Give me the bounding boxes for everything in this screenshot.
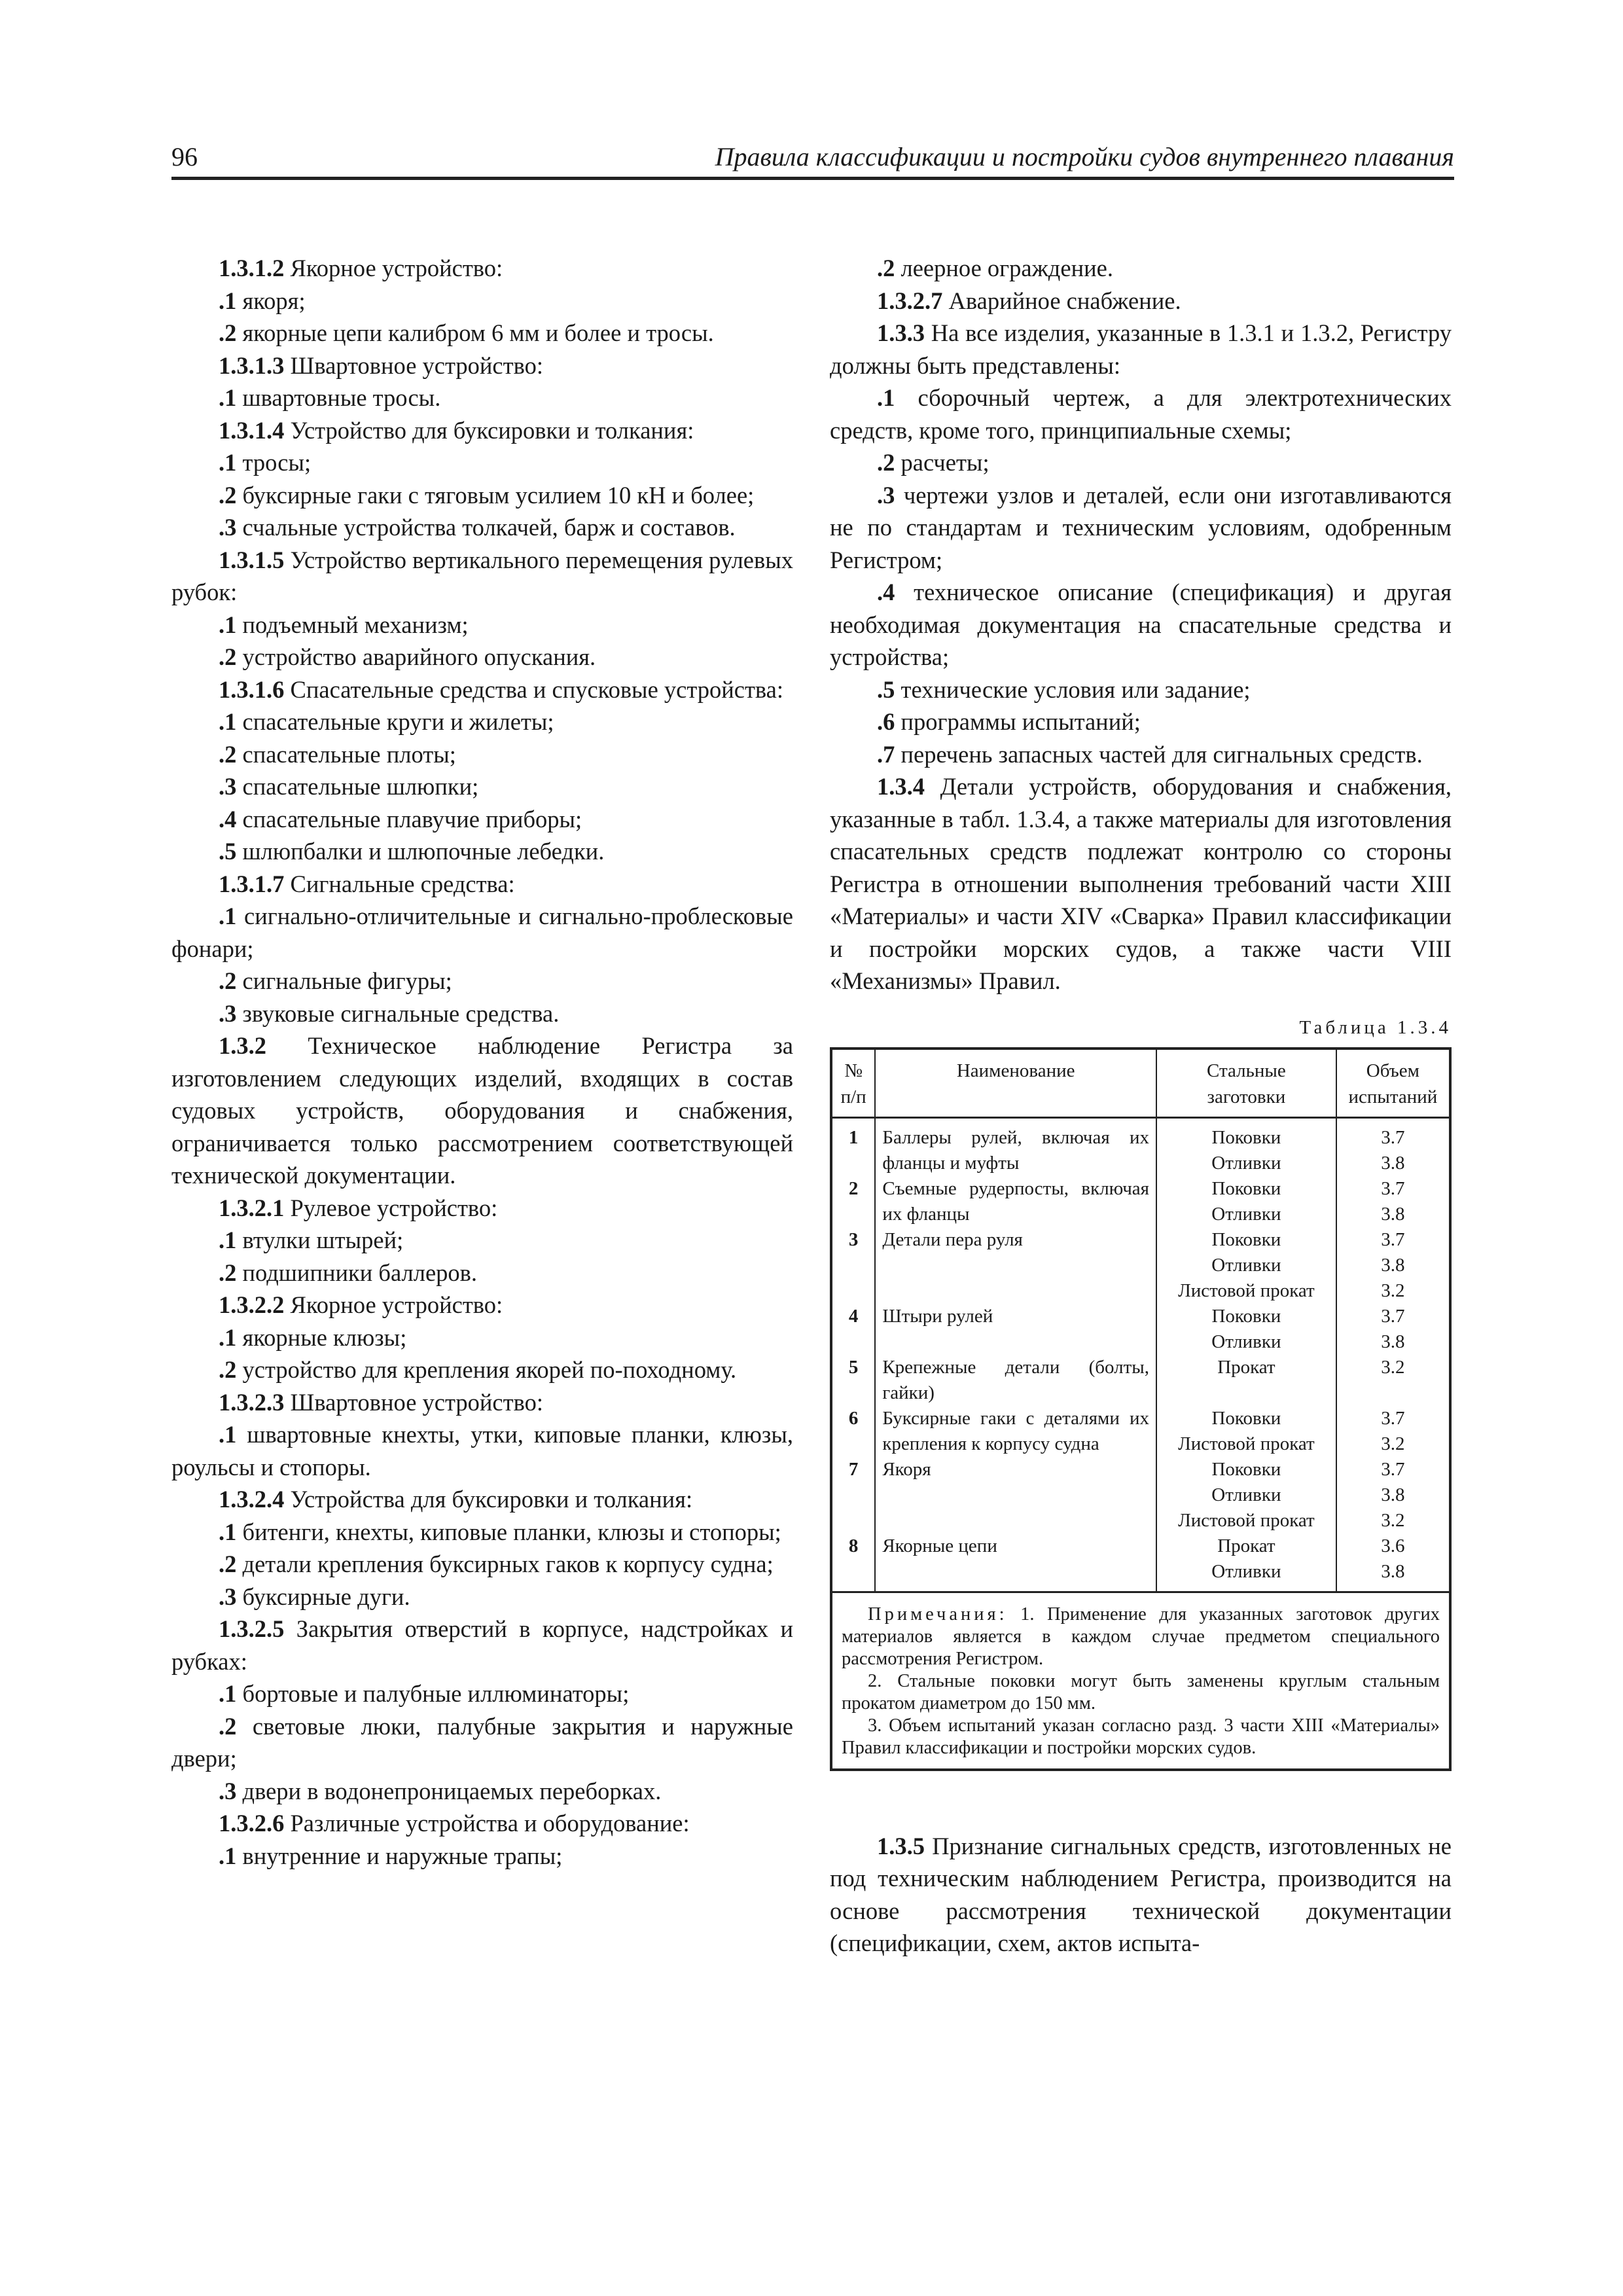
paragraph xyxy=(171,770,793,803)
paragraph xyxy=(171,706,793,738)
clause-number: 1.3.2.7 xyxy=(877,287,943,314)
clause-text: сборочный чертеж, а для электротехнических средств, кроме того, принципиальные схемы; xyxy=(830,384,1452,444)
running-title: Правила классификации и постройки судов внутреннего плавания xyxy=(715,142,1454,171)
note-1: Примечания: 1. Применение для указанных заготовок других материалов является в каждом случае предметом специального рассмотрения Регистром. xyxy=(842,1604,1440,1669)
row-number: 2 xyxy=(831,1176,875,1227)
test-volume xyxy=(1336,1304,1450,1355)
blank-type: Прокат xyxy=(1217,1356,1275,1378)
paragraph xyxy=(171,285,793,317)
clause-number: .1 xyxy=(219,1227,237,1253)
row-number: 3 xyxy=(831,1227,875,1304)
paragraph xyxy=(171,1516,793,1549)
table-title: Таблица 1.3.4 xyxy=(1299,1016,1452,1038)
clause-text: буксирные гаки с тяговым усилием 10 кН и более; xyxy=(236,481,755,509)
clause-number: .1 xyxy=(219,1842,237,1869)
paragraph xyxy=(830,446,1452,479)
blank-type: Поковки xyxy=(1211,1126,1281,1148)
clause-number: 1.3.2.3 xyxy=(219,1388,285,1416)
paragraph xyxy=(171,1807,793,1840)
clause-text: якоря; xyxy=(236,287,306,314)
item-name: Буксирные гаки с деталями их крепления к корпусу судна xyxy=(875,1406,1156,1457)
paragraph xyxy=(171,382,793,414)
item-name: Крепежные детали (болты, гайки) xyxy=(875,1355,1156,1406)
item-name: Съемные рудерпосты, включая их фланцы xyxy=(875,1176,1156,1227)
paragraph xyxy=(171,252,793,285)
clause-number: 1.3.2.2 xyxy=(219,1291,285,1318)
test-volume xyxy=(1336,1406,1450,1457)
paragraph xyxy=(171,1840,793,1873)
page-header xyxy=(171,141,1454,181)
row-number: 6 xyxy=(831,1406,875,1457)
test-volume xyxy=(1336,1355,1450,1406)
clause-text: Сигнальные средства: xyxy=(284,870,515,897)
clause-number: .1 xyxy=(219,449,237,476)
item-name: Якорные цепи xyxy=(875,1534,1156,1592)
test-volume xyxy=(1336,1176,1450,1227)
paragraph xyxy=(830,285,1452,317)
header-number: № п/п xyxy=(831,1049,875,1118)
paragraph xyxy=(171,544,793,609)
clause-text: Якорное устройство: xyxy=(284,1291,503,1318)
clause-number: .3 xyxy=(219,1583,237,1610)
clause-number: .5 xyxy=(877,675,895,703)
blank-type: Поковки xyxy=(1211,1305,1281,1327)
test-volume xyxy=(1336,1117,1450,1176)
blank-type: Прокат xyxy=(1217,1535,1275,1556)
paragraph xyxy=(171,609,793,641)
clause-number: 1.3.2.6 xyxy=(219,1810,285,1837)
table-row xyxy=(831,1457,1450,1534)
clause-number: .2 xyxy=(219,643,237,670)
clause-text: спасательные плавучие приборы; xyxy=(236,805,582,833)
clause-number: .2 xyxy=(219,1356,237,1383)
steel-blanks xyxy=(1156,1117,1336,1176)
right-column-text xyxy=(830,252,1452,997)
clause-text: технические условия или задание; xyxy=(895,675,1251,703)
clause-text: Спасательные средства и спусковые устройства: xyxy=(284,675,784,703)
volume-ref: 3.8 xyxy=(1381,1331,1405,1352)
paragraph xyxy=(171,1030,793,1192)
table-notes xyxy=(831,1592,1450,1770)
paragraph xyxy=(171,1581,793,1613)
clause-text: битенги, кнехты, киповые планки, клюзы и стопоры; xyxy=(236,1518,781,1545)
steel-blanks xyxy=(1156,1304,1336,1355)
header-name: Наименование xyxy=(875,1049,1156,1118)
steel-blanks xyxy=(1156,1355,1336,1406)
paragraph xyxy=(171,317,793,350)
clause-text: швартовные кнехты, утки, киповые планки, клюзы, роульсы и стопоры. xyxy=(171,1421,793,1480)
paragraph xyxy=(830,479,1452,577)
test-volume xyxy=(1336,1534,1450,1592)
blank-type: Отливки xyxy=(1211,1254,1281,1276)
test-volume xyxy=(1336,1457,1450,1534)
clause-text: Рулевое устройство: xyxy=(284,1194,498,1221)
paragraph xyxy=(171,835,793,868)
table-row xyxy=(831,1176,1450,1227)
clause-number: 1.3.2.4 xyxy=(219,1486,285,1513)
volume-ref: 3.8 xyxy=(1381,1254,1405,1276)
table-row xyxy=(831,1534,1450,1592)
blank-type: Отливки xyxy=(1211,1152,1281,1174)
clause-number: .2 xyxy=(219,740,237,768)
volume-ref: 3.7 xyxy=(1381,1126,1405,1148)
clause-number: .1 xyxy=(219,903,237,929)
blank-type: Поковки xyxy=(1211,1407,1281,1429)
clause-number: .2 xyxy=(219,967,237,994)
blank-type: Отливки xyxy=(1211,1331,1281,1352)
clause-number: 1.3.3 xyxy=(877,319,925,346)
row-number: 8 xyxy=(831,1534,875,1592)
paragraph xyxy=(830,576,1452,673)
paragraph xyxy=(171,1386,793,1419)
clause-text: якорные цепи калибром 6 мм и более и тросы. xyxy=(236,319,714,346)
paragraph xyxy=(171,511,793,544)
header-volume: Объем испытаний xyxy=(1336,1049,1450,1118)
item-name: Детали пера руля xyxy=(875,1227,1156,1304)
clause-number: .4 xyxy=(219,805,237,833)
clause-text: леерное ограждение. xyxy=(895,255,1113,281)
volume-ref: 3.7 xyxy=(1381,1305,1405,1327)
paragraph xyxy=(171,414,793,447)
volume-ref: 3.2 xyxy=(1381,1280,1405,1301)
header-blanks: Стальные заготовки xyxy=(1156,1049,1336,1118)
clause-text: устройство для крепления якорей по-походному. xyxy=(236,1356,737,1383)
blank-type: Поковки xyxy=(1211,1177,1281,1199)
steel-blanks xyxy=(1156,1534,1336,1592)
clause-text: На все изделия, указанные в 1.3.1 и 1.3.2, Регистру должны быть представлены: xyxy=(830,319,1452,379)
volume-ref: 3.7 xyxy=(1381,1229,1405,1250)
clause-number: .2 xyxy=(219,481,237,509)
clause-number: .2 xyxy=(219,1712,237,1740)
clause-number: 1.3.2 xyxy=(219,1032,266,1059)
blank-type: Отливки xyxy=(1211,1203,1281,1225)
clause-number: 1.3.1.5 xyxy=(219,546,285,573)
table-row xyxy=(831,1406,1450,1457)
paragraph xyxy=(171,997,793,1030)
clause-number: .1 xyxy=(219,1323,237,1351)
paragraph xyxy=(171,1418,793,1483)
paragraph xyxy=(171,803,793,836)
volume-ref: 3.6 xyxy=(1381,1535,1405,1556)
clause-text: сигнальные фигуры; xyxy=(236,967,452,994)
steel-blanks xyxy=(1156,1227,1336,1304)
row-number: 1 xyxy=(831,1117,875,1176)
clause-text: шлюпбалки и шлюпочные лебедки. xyxy=(236,838,605,865)
right-column-text-after-table xyxy=(830,1830,1452,1960)
clause-number: 1.3.4 xyxy=(877,773,925,800)
paragraph xyxy=(171,868,793,901)
table-row xyxy=(831,1355,1450,1406)
paragraph xyxy=(171,1613,793,1677)
paragraph xyxy=(830,317,1452,382)
clause-number: 1.3.1.7 xyxy=(219,870,285,897)
steel-blanks xyxy=(1156,1176,1336,1227)
clause-number: .2 xyxy=(877,449,895,476)
volume-ref: 3.2 xyxy=(1381,1356,1405,1378)
paragraph xyxy=(830,738,1452,771)
clause-number: .3 xyxy=(219,773,237,800)
blank-type: Листовой прокат xyxy=(1178,1433,1315,1454)
row-number: 4 xyxy=(831,1304,875,1355)
clause-text: тросы; xyxy=(236,449,312,476)
paragraph xyxy=(171,1677,793,1710)
paragraph xyxy=(830,673,1452,706)
paragraph xyxy=(171,965,793,997)
clause-number: 1.3.1.2 xyxy=(219,255,285,281)
specification-table xyxy=(830,1047,1452,1771)
clause-text: бортовые и палубные иллюминаторы; xyxy=(236,1680,630,1707)
paragraph xyxy=(171,1192,793,1225)
clause-number: 1.3.2.1 xyxy=(219,1194,285,1221)
table-row xyxy=(831,1304,1450,1355)
clause-number: .1 xyxy=(219,1518,237,1545)
test-volume xyxy=(1336,1227,1450,1304)
clause-text: подшипники баллеров. xyxy=(236,1259,478,1286)
clause-text: якорные клюзы; xyxy=(236,1323,407,1351)
clause-number: .5 xyxy=(219,838,237,865)
left-column xyxy=(171,252,793,1872)
volume-ref: 3.8 xyxy=(1381,1152,1405,1174)
item-name: Якоря xyxy=(875,1457,1156,1534)
clause-text: Устройство вертикального перемещения рулевых рубок: xyxy=(171,546,793,605)
paragraph xyxy=(171,446,793,479)
clause-text: техническое описание (спецификация) и другая необходимая документация на спасательные средства и устройства; xyxy=(830,579,1452,670)
clause-number: .1 xyxy=(219,1680,237,1707)
item-name: Баллеры рулей, включая их фланцы и муфты xyxy=(875,1117,1156,1176)
clause-text: сигнально-отличительные и сигнально-проблесковые фонари; xyxy=(171,903,793,962)
clause-number: .3 xyxy=(877,481,895,509)
blank-type: Отливки xyxy=(1211,1484,1281,1505)
clause-text: спасательные круги и жилеты; xyxy=(236,708,554,735)
paragraph xyxy=(171,479,793,512)
clause-text: программы испытаний; xyxy=(895,708,1141,735)
clause-number: .1 xyxy=(219,708,237,735)
paragraph xyxy=(171,1483,793,1516)
clause-text: Детали устройств, оборудования и снабжения, указанные в табл. 1.3.4, а также материалы для изготовления спасательных средств подлежат контролю со стороны Регистра в отношении выполнения требований части XIII «Материалы» и части XIV «Сварка» Правил классификации и постройки морских судов, а также части VIII «Механизмы» Правил. xyxy=(830,773,1452,994)
clause-text: Швартовное устройство: xyxy=(284,1388,543,1416)
clause-number: .1 xyxy=(877,384,895,411)
clause-number: .4 xyxy=(877,579,895,605)
paragraph xyxy=(830,252,1452,285)
header-divider xyxy=(171,177,1454,180)
volume-ref: 3.2 xyxy=(1381,1433,1405,1454)
clause-text: Аварийное снабжение. xyxy=(942,287,1181,314)
clause-text: буксирные дуги. xyxy=(236,1583,410,1610)
clause-number: .1 xyxy=(219,384,237,411)
clause-text: счальные устройства толкачей, барж и составов. xyxy=(236,514,736,541)
clause-number: 1.3.2.5 xyxy=(219,1615,285,1642)
paragraph xyxy=(171,1548,793,1581)
clause-number: .3 xyxy=(219,514,237,541)
volume-ref: 3.8 xyxy=(1381,1484,1405,1505)
blank-type: Листовой прокат xyxy=(1178,1280,1315,1301)
clause-number: .7 xyxy=(877,740,895,768)
right-column xyxy=(830,252,1452,1960)
clause-text: втулки штырей; xyxy=(236,1227,404,1253)
paragraph xyxy=(171,900,793,965)
paragraph xyxy=(830,706,1452,738)
clause-text: швартовные тросы. xyxy=(236,384,441,411)
clause-text: расчеты; xyxy=(895,449,990,476)
clause-number: .2 xyxy=(219,319,237,346)
paragraph xyxy=(171,1321,793,1354)
clause-text: спасательные шлюпки; xyxy=(236,773,479,800)
clause-text: звуковые сигнальные средства. xyxy=(236,999,560,1027)
clause-text: Различные устройства и оборудование: xyxy=(284,1810,690,1837)
clause-text: Признание сигнальных средств, изготовленных не под техническим наблюдением Регистра, производится на основе рассмотрения технической документации (спецификации, схем, актов испыта- xyxy=(830,1832,1452,1956)
paragraph xyxy=(830,770,1452,997)
blank-type: Поковки xyxy=(1211,1229,1281,1250)
clause-text: двери в водонепроницаемых переборках. xyxy=(236,1777,662,1804)
clause-number: 1.3.1.4 xyxy=(219,416,285,444)
clause-number: .2 xyxy=(219,1551,237,1577)
clause-number: .1 xyxy=(219,1421,237,1448)
paragraph xyxy=(171,1224,793,1257)
clause-number: .1 xyxy=(219,287,237,314)
clause-number: .3 xyxy=(219,1777,237,1804)
clause-text: Якорное устройство: xyxy=(284,255,503,281)
clause-text: световые люки, палубные закрытия и наружные двери; xyxy=(171,1712,793,1772)
paragraph xyxy=(171,738,793,771)
volume-ref: 3.2 xyxy=(1381,1509,1405,1531)
paragraph xyxy=(171,641,793,673)
clause-number: 1.3.1.6 xyxy=(219,675,285,703)
paragraph xyxy=(830,1830,1452,1960)
paragraph xyxy=(171,1710,793,1775)
paragraph xyxy=(171,350,793,382)
clause-text: Техническое наблюдение Регистра за изготовлением следующих изделий, входящих в состав судовых устройств, оборудования и снабжения, ограничивается только рассмотрением соответствующей технической документации. xyxy=(171,1032,793,1189)
paragraph xyxy=(171,1289,793,1321)
clause-text: спасательные плоты; xyxy=(236,740,456,768)
clause-text: чертежи узлов и деталей, если они изготавливаются не по стандартам и техническим условиям, одобренным Регистром; xyxy=(830,481,1452,573)
clause-text: Швартовное устройство: xyxy=(284,351,543,379)
clause-number: .3 xyxy=(219,999,237,1027)
clause-text: Устройства для буксировки и толкания: xyxy=(284,1486,693,1513)
item-name: Штыри рулей xyxy=(875,1304,1156,1355)
volume-ref: 3.8 xyxy=(1381,1560,1405,1582)
clause-number: .2 xyxy=(219,1259,237,1286)
clause-number: .1 xyxy=(219,611,237,638)
paragraph xyxy=(830,382,1452,446)
clause-text: устройство аварийного опускания. xyxy=(236,643,596,670)
clause-number: 1.3.1.3 xyxy=(219,351,285,379)
clause-text: перечень запасных частей для сигнальных средств. xyxy=(895,740,1423,768)
volume-ref: 3.7 xyxy=(1381,1407,1405,1429)
paragraph xyxy=(171,673,793,706)
paragraph xyxy=(171,1354,793,1386)
paragraph xyxy=(171,1257,793,1289)
blank-type: Листовой прокат xyxy=(1178,1509,1315,1531)
clause-text: подъемный механизм; xyxy=(236,611,469,638)
note-3: 3. Объем испытаний указан согласно разд. 3 части XIII «Материалы» Правил классификации и постройки морских судов. xyxy=(842,1715,1440,1758)
page-number: 96 xyxy=(171,142,198,171)
steel-blanks xyxy=(1156,1457,1336,1534)
paragraph xyxy=(171,1775,793,1808)
clause-number: 1.3.5 xyxy=(877,1832,925,1859)
clause-text: внутренние и наружные трапы; xyxy=(236,1842,563,1869)
clause-number: .2 xyxy=(877,255,895,281)
clause-text: Закрытия отверстий в корпусе, надстройках и рубках: xyxy=(171,1615,793,1675)
volume-ref: 3.8 xyxy=(1381,1203,1405,1225)
row-number: 7 xyxy=(831,1457,875,1534)
blank-type: Отливки xyxy=(1211,1560,1281,1582)
note-2: 2. Стальные поковки могут быть заменены круглым стальным прокатом диаметром до 150 мм. xyxy=(842,1670,1440,1713)
steel-blanks xyxy=(1156,1406,1336,1457)
clause-number: .6 xyxy=(877,708,895,735)
volume-ref: 3.7 xyxy=(1381,1177,1405,1199)
clause-text: Устройство для буксировки и толкания: xyxy=(284,416,694,444)
clause-text: детали крепления буксирных гаков к корпусу судна; xyxy=(236,1551,774,1577)
volume-ref: 3.7 xyxy=(1381,1458,1405,1480)
table-row xyxy=(831,1117,1450,1176)
table-row xyxy=(831,1227,1450,1304)
blank-type: Поковки xyxy=(1211,1458,1281,1480)
row-number: 5 xyxy=(831,1355,875,1406)
